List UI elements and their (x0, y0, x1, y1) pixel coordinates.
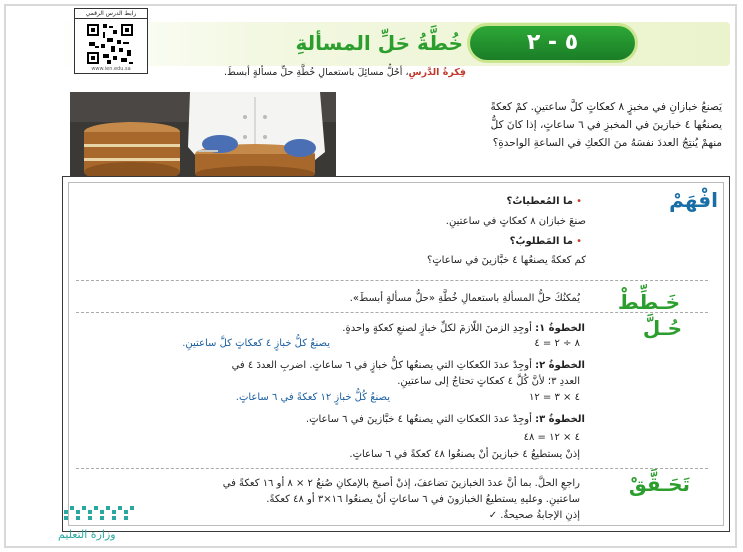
step-2-note: يصنعُ كُلُّ خبازٍ ١٢ كعكةً في ٦ ساعاتٍ. (235, 392, 390, 403)
check-line-1: راجعِ الحلَّ. بما أنَّ عددَ الخبازينَ تضاعفَ، إذنْ أصبحَ بالإمكانِ صُنعُ ٢ × ٨ أو ١٦ كعكةً في (222, 478, 580, 489)
ministry-name: وزارة التعليم (58, 528, 116, 541)
intro-problem (342, 98, 722, 160)
plan-heading: خَـطِّطْ (617, 290, 680, 314)
divider (76, 312, 708, 313)
required-answer: كم كعكةً يصنعُها ٤ خبَّازينَ في ساعاتٍ؟ (426, 255, 586, 266)
given-answer: صنعَ خبازان ٨ كعكاتٍ في ساعتينِ. (445, 216, 586, 227)
step-1: الخطوةُ ١: أوجِدِ الزمنَ اللّازمَ لكلِّ خبازٍ لصنعِ كعكةٍ واحدةٍ. (342, 323, 585, 334)
step-2-cont: العددِ ٣؛ لأنَّ كُلَّ ٤ كعكاتٍ تحتاجُ إلى ساعتينِ. (397, 376, 580, 387)
required-question: • ما المَطلوبُ؟ (509, 236, 582, 247)
lesson-title: خُطَّةُ حَلِّ المسألةِ (295, 31, 463, 55)
given-question: • ما المُعطياتُ؟ (506, 196, 582, 207)
check-line-2: ساعتينِ. وعليهِ يستطيعُ الخبازونَ في ٦ ساعاتٍ أنْ يصنعُوا ١٦×٣ أو ٤٨ كعكةً. (266, 494, 580, 505)
qr-label: رابط الدرس الرقمي (75, 9, 147, 19)
step-2-equation: ٤ × ٣ = ١٢ (529, 392, 580, 403)
solve-heading: حُـلَّ (642, 316, 682, 340)
lesson-idea-label: فِكرةُ الدَّرسِ (408, 67, 466, 78)
divider (76, 468, 708, 469)
intro-line-2: يصنعُها ٤ خبازينَ في المخبزِ في ٦ ساعاتٍ، إذا كانَ كلُّ (490, 119, 722, 131)
qr-code-box[interactable] (74, 8, 148, 74)
check-heading: تَحَـقَّقْ (628, 472, 690, 496)
step-2: الخطوةُ ٢: أوجِدْ عددَ الكعكاتِ التي يصنعُها كلُّ خبازٍ في ٦ ساعاتٍ. اضربِ العددَ ٤ في (231, 360, 585, 371)
understand-heading: افْهَمْ (669, 188, 718, 212)
baker-illustration (70, 92, 336, 182)
plan-text: يُمكنُكَ حلُّ المسألةِ باستعمالِ خُطَّةِ «حلُّ مسألةٍ أبسطَ». (349, 293, 580, 304)
step-3-note: إذنْ يستطيعُ ٤ خبازينَ أنْ يصنعُوا ٤٨ كعكةً في ٦ ساعاتٍ. (349, 449, 580, 460)
baker-photo (70, 92, 336, 182)
divider (76, 280, 708, 281)
lesson-idea (176, 67, 466, 83)
step-3: الخطوةُ ٣: أوجِدْ عددَ الكعكاتِ التي يصنعُها ٤ خبَّازينَ في ٦ ساعاتٍ. (305, 414, 585, 425)
qr-url: www.ien.edu.sa (91, 66, 131, 72)
intro-line-3: منهمْ يُنتِجُ العددَ نفسَهُ منَ الكعكِ في الساعةِ الواحدةِ؟ (492, 137, 722, 149)
step-1-equation: ٨ ÷ ٢ = ٤ (534, 338, 580, 349)
check-line-3: إذنِ الإجابةُ صحيحةٌ. ✓ (488, 510, 580, 521)
qr-code-icon (85, 22, 135, 66)
lesson-idea-text: ، أحُلُّ مسائِلَ باستعمالِ خُطَّةِ حلِّ مسألةٍ أبسطَ. (224, 67, 409, 78)
lesson-number: ٥ - ٢ (526, 30, 579, 55)
step-1-note: يصنعُ كلُّ خبازٍ ٤ كعكاتٍ كلَّ ساعتينِ. (182, 338, 330, 349)
intro-line-1: يَصنعُ خبازانِ في مخبزٍ ٨ كعكاتٍ كلَّ ساعتينِ. كمْ كعكةً (490, 101, 722, 113)
step-3-equation: ٤ × ١٢ = ٤٨ (523, 432, 580, 443)
